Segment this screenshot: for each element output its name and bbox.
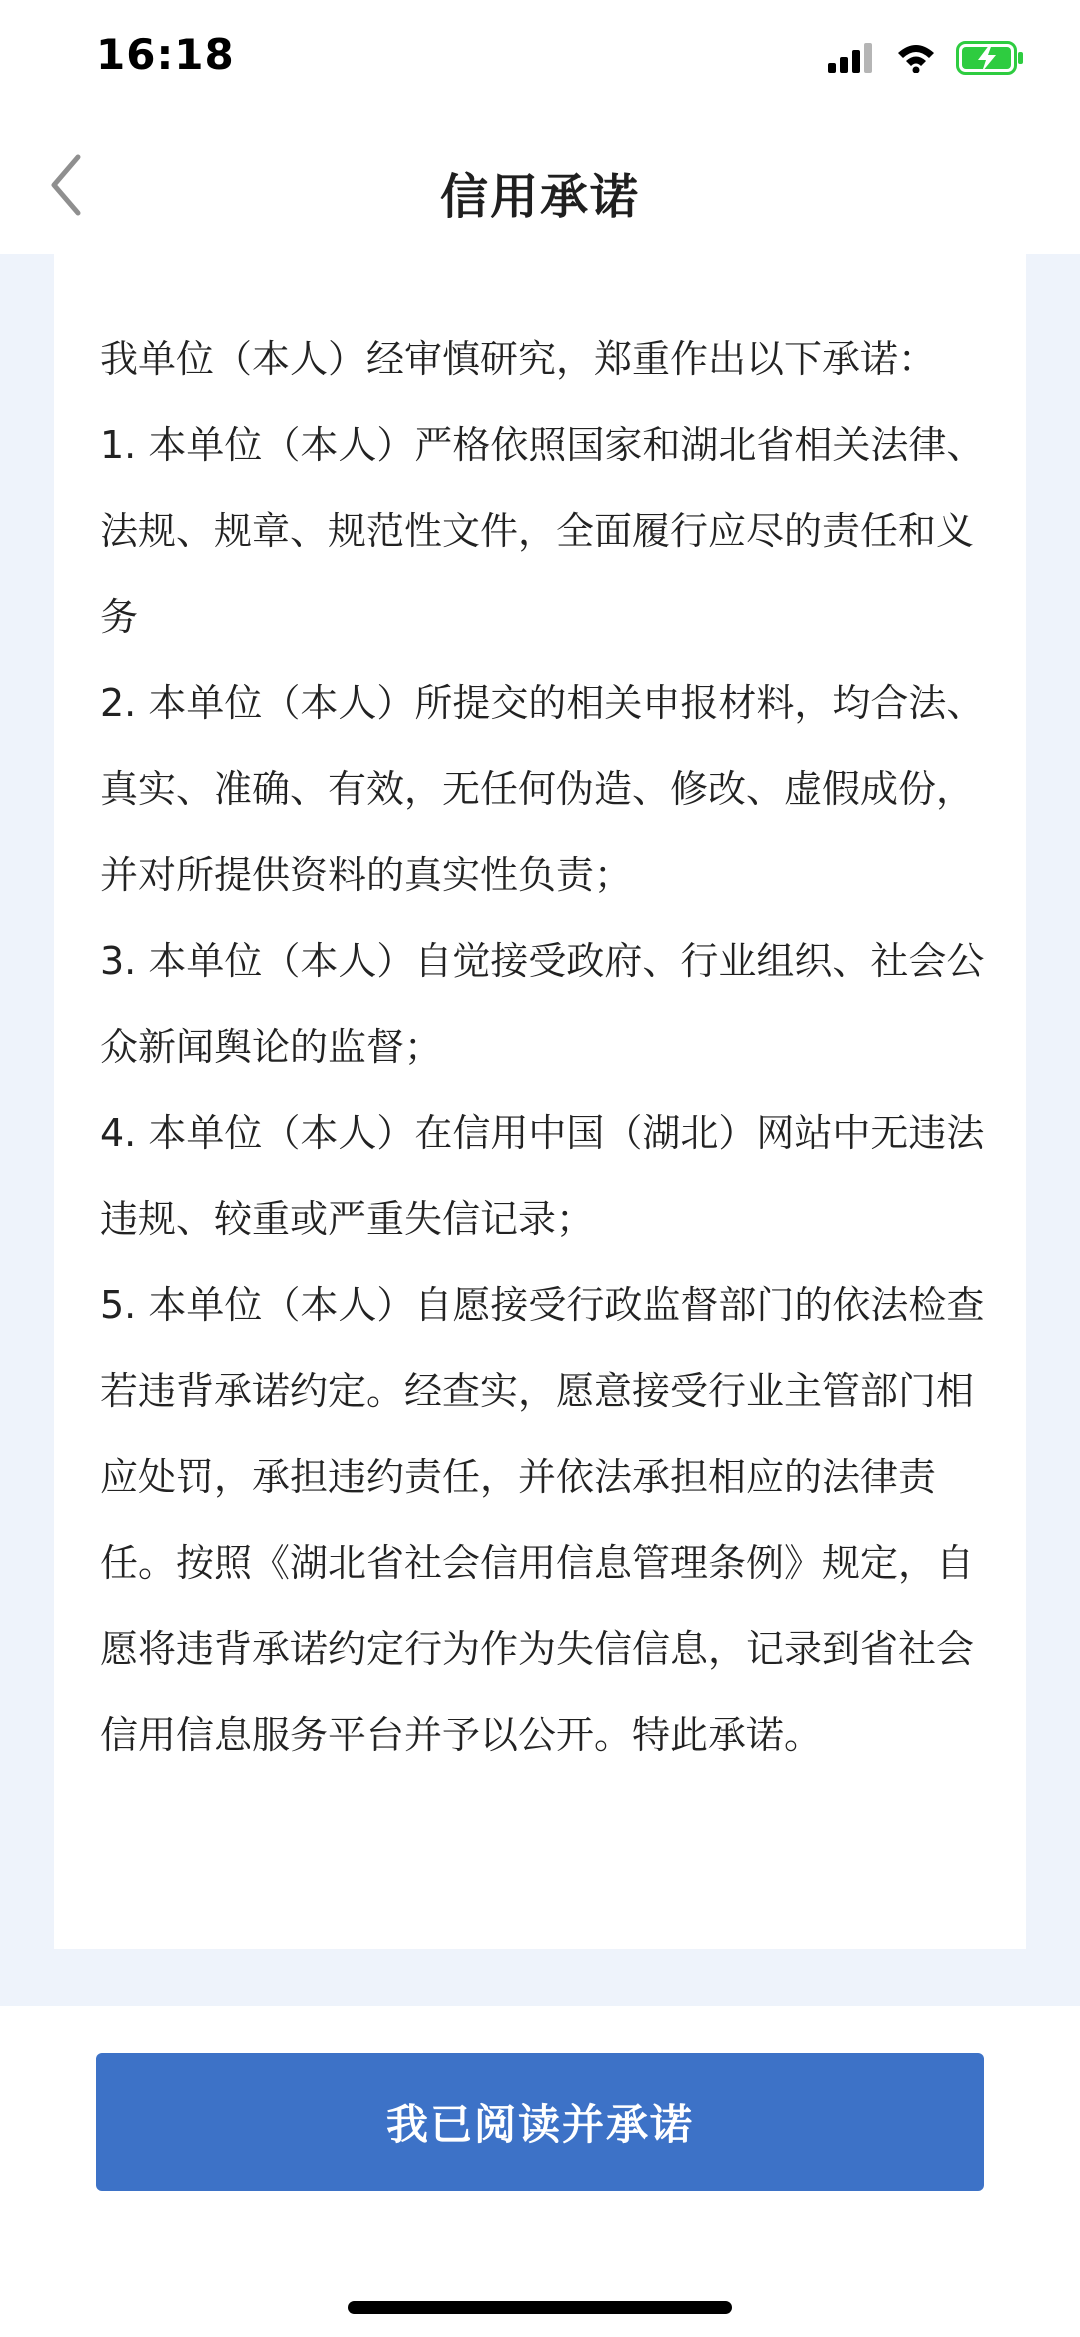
status-icons	[828, 36, 1024, 80]
cellular-signal-icon	[828, 43, 876, 73]
commitment-item-2: 2. 本单位（本人）所提交的相关申报材料，均合法、真实、准确、有效，无任何伪造、修改、虚假成份，并对所提供资料的真实性负责；	[100, 681, 985, 897]
commitment-text	[100, 316, 1000, 1778]
agree-button[interactable]: 我已阅读并承诺	[96, 2053, 984, 2191]
page-title: 信用承诺	[439, 169, 640, 225]
nav-bar	[0, 120, 1080, 254]
commitment-item-5: 5. 本单位（本人）自愿接受行政监督部门的依法检查若违背承诺约定。经查实，愿意接受行业主管部门相应处罚，承担违约责任，并依法承担相应的法律责任。按照《湖北省社会信用信息管理条例》规定，自愿将违背承诺约定行为作为失信信息，记录到省社会信用信息服务平台并予以公开。特此承诺。	[100, 1283, 985, 1757]
status-time: 16:18	[96, 30, 235, 79]
wifi-icon	[896, 43, 936, 73]
footer-bar	[0, 2006, 1080, 2337]
home-indicator[interactable]	[348, 2301, 732, 2314]
commitment-item-1: 1. 本单位（本人）严格依照国家和湖北省相关法律、法规、规章、规范性文件，全面履行应尽的责任和义务	[100, 423, 985, 639]
commitment-item-4: 4. 本单位（本人）在信用中国（湖北）网站中无违法违规、较重或严重失信记录；	[100, 1111, 985, 1241]
battery-charging-icon	[956, 41, 1024, 75]
commitment-item-3: 3. 本单位（本人）自觉接受政府、行业组织、社会公众新闻舆论的监督；	[100, 939, 985, 1069]
commitment-card	[54, 254, 1026, 1949]
commitment-intro: 我单位（本人）经审慎研究，郑重作出以下承诺：	[100, 337, 937, 381]
status-bar	[0, 0, 1080, 120]
